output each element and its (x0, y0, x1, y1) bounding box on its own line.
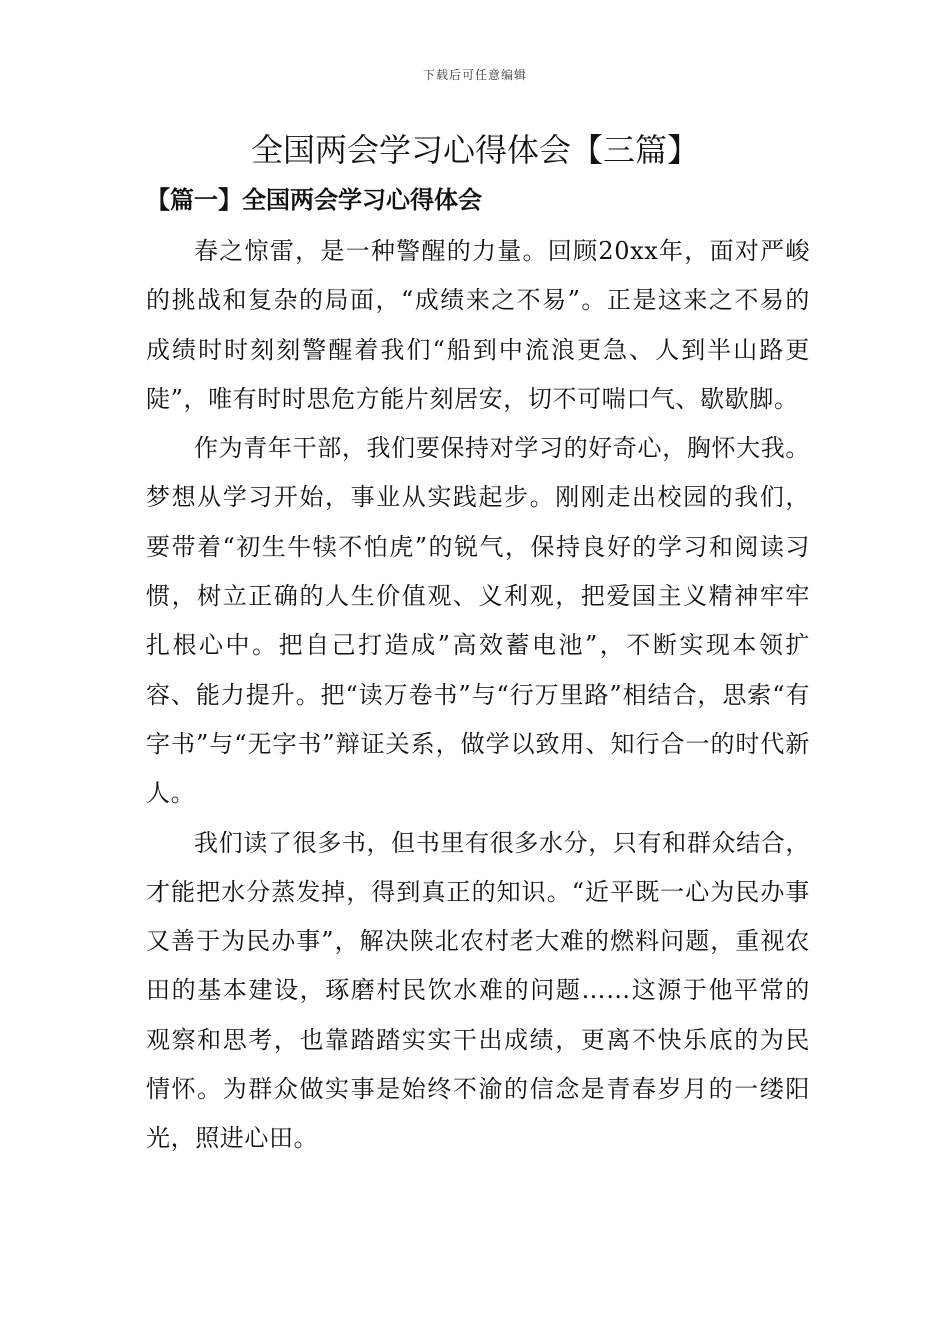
paragraph-3: 我们读了很多书，但书里有很多水分，只有和群众结合，才能把水分蒸发掉，得到真正的知识。“近平既一心为民办事又善于为民办事”，解决陕北农村老大难的燃料问题，重视农田的基本建设，琢磨村民饮水难的问题……这源于他平常的观察和思考，也靠踏踏实实干出成绩，更离不快乐底的为民情怀。为群众做实事是始终不渝的信念是青春岁月的一缕阳光，照进心田。 (146, 828, 810, 1153)
section-heading: 【篇一】全国两会学习心得体会 (146, 185, 482, 214)
download-note: 下载后可任意编辑 (422, 68, 527, 82)
paragraph-1: 春之惊雷，是一种警醒的力量。回顾20xx年，面对严峻的挑战和复杂的局面，“成绩来之不易”。正是这来之不易的成绩时时刻刻警醒着我们“船到中流浪更急、人到半山路更陡”，唯有时时思危方能片刻居安，切不可喘口气、歇歇脚。 (146, 237, 810, 413)
document-title: 全国两会学习心得体会【三篇】 (250, 131, 699, 169)
document-body (146, 227, 810, 1164)
paragraph-2: 作为青年干部，我们要保持对学习的好奇心，胸怀大我。梦想从学习开始，事业从实践起步。刚刚走出校园的我们，要带着“初生牛犊不怕虎”的锐气，保持良好的学习和阅读习惯，树立正确的人生价值观、义利观，把爱国主义精神牢牢扎根心中。把自己打造成”高效蓄电池”，不断实现本领扩容、能力提升。把“读万卷书”与“行万里路”相结合，思索“有字书”与“无字书”辩证关系，做学以致用、知行合一的时代新人。 (146, 434, 810, 808)
